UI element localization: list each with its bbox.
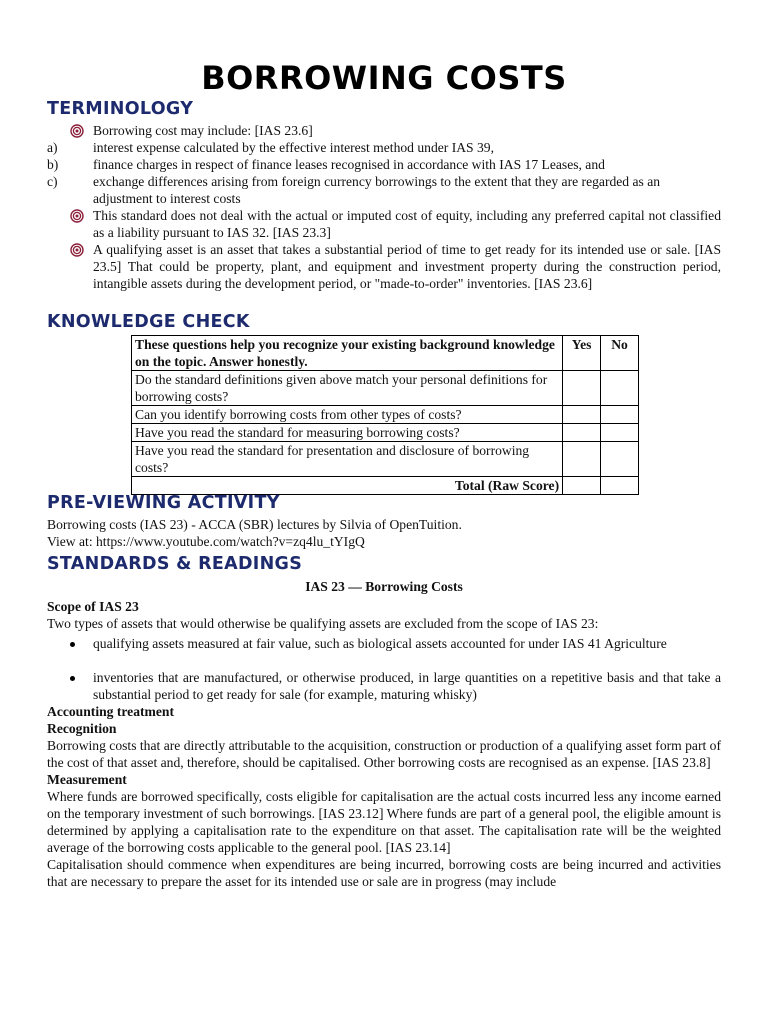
no-cell[interactable] (601, 371, 639, 406)
bullet-icon (70, 676, 75, 681)
terminology-heading: TERMINOLOGY (47, 99, 194, 119)
item-marker: c) (47, 174, 58, 189)
no-cell[interactable] (601, 424, 639, 442)
no-cell[interactable] (601, 442, 639, 477)
standards-section (47, 578, 721, 890)
total-yes-cell[interactable] (563, 477, 601, 495)
item-text: interest expense calculated by the effective interest method under IAS 39, (93, 140, 494, 155)
table-row (132, 371, 639, 406)
terminology-item-b (47, 156, 721, 173)
knowledge-check-table (131, 335, 639, 495)
measurement-text: Where funds are borrowed specifically, costs eligible for capitalisation are the actual costs incurred less any income earned on the temporary investment of such borrowings. [IAS 23.12] Where funds are part of a general pool, the eligible amount is determined by applying a capitalisation rate to the expenditure on that asset. The capitalisation rate will be the weighted average of the borrowing costs applicable to the general pool. [IAS 23.14] (47, 789, 721, 855)
bullet-icon (70, 642, 75, 647)
document-title: BORROWING COSTS (201, 59, 567, 97)
pre-viewing-link[interactable]: View at: https://www.youtube.com/watch?v=zq4lu_tYIgQ (47, 534, 365, 549)
target-bullet-icon (70, 124, 84, 138)
terminology-section (47, 122, 721, 292)
table-row (132, 442, 639, 477)
terminology-point-2-text: This standard does not deal with the actual or imputed cost of equity, including any preferred capital not classified as a liability pursuant to IAS 32. [IAS 23.3] (93, 208, 721, 240)
standards-subtitle: IAS 23 — Borrowing Costs (305, 579, 463, 594)
accounting-treatment-heading: Accounting treatment (47, 704, 174, 719)
table-row (132, 424, 639, 442)
table-header-question: These questions help you recognize your existing background knowledge on the topic. Answer honestly. (132, 336, 563, 371)
yes-cell[interactable] (563, 371, 601, 406)
table-header-no: No (601, 336, 639, 371)
scope-bullet-1-text: qualifying assets measured at fair value, such as biological assets accounted for under IAS 41 Agriculture (93, 636, 667, 651)
yes-cell[interactable] (563, 424, 601, 442)
yes-cell[interactable] (563, 406, 601, 424)
item-marker: b) (47, 157, 59, 172)
item-text: finance charges in respect of finance leases recognised in accordance with IAS 17 Leases, and (93, 157, 605, 172)
question-cell: Have you read the standard for presentation and disclosure of borrowing costs? (132, 442, 563, 477)
pre-viewing-heading: PRE-VIEWING ACTIVITY (47, 493, 280, 513)
item-text: exchange differences arising from foreign currency borrowings to the extent that they are regarded as an adjustment to interest costs (93, 174, 661, 206)
scope-heading: Scope of IAS 23 (47, 599, 139, 614)
question-cell: Can you identify borrowing costs from other types of costs? (132, 406, 563, 424)
item-marker: a) (47, 140, 58, 155)
terminology-point-2 (47, 207, 721, 241)
scope-bullet-2 (47, 669, 721, 703)
scope-bullet-1 (47, 635, 721, 652)
total-label: Total (Raw Score) (132, 477, 563, 495)
terminology-item-a (47, 139, 721, 156)
table-header-yes: Yes (563, 336, 601, 371)
target-bullet-icon (70, 243, 84, 257)
no-cell[interactable] (601, 406, 639, 424)
terminology-item-c (47, 173, 721, 207)
scope-intro: Two types of assets that would otherwise be qualifying assets are excluded from the scope of IAS 23: (47, 616, 599, 631)
standards-heading: STANDARDS & READINGS (47, 554, 303, 574)
capitalisation-text: Capitalisation should commence when expenditures are being incurred, borrowing costs are being incurred and activities that are necessary to prepare the asset for its intended use or sale are in progress (may include (47, 857, 721, 889)
terminology-point-3-text: A qualifying asset is an asset that takes a substantial period of time to get ready for its intended use or sale. [IAS 23.5] That could be property, plant, and equipment and investment property during the construction period, intangible assets during the development period, or "made-to-order" inventories. [IAS 23.6] (93, 242, 721, 291)
question-cell: Do the standard definitions given above match your personal definitions for borrowing costs? (132, 371, 563, 406)
recognition-heading: Recognition (47, 721, 117, 736)
table-header-row (132, 336, 639, 371)
terminology-point-3 (47, 241, 721, 292)
table-row (132, 406, 639, 424)
measurement-heading: Measurement (47, 772, 127, 787)
knowledge-check-heading: KNOWLEDGE CHECK (47, 312, 250, 332)
target-bullet-icon (70, 209, 84, 223)
total-no-cell[interactable] (601, 477, 639, 495)
terminology-point-1 (47, 122, 721, 139)
recognition-text: Borrowing costs that are directly attributable to the acquisition, construction or production of a qualifying asset form part of the cost of that asset and, therefore, should be capitalised. Other borrowing costs are recognised as an expense. [IAS 23.8] (47, 738, 721, 770)
pre-viewing-line-1: Borrowing costs (IAS 23) - ACCA (SBR) lectures by Silvia of OpenTuition. (47, 517, 462, 532)
question-cell: Have you read the standard for measuring borrowing costs? (132, 424, 563, 442)
pre-viewing-section (47, 516, 721, 550)
scope-bullet-2-text: inventories that are manufactured, or otherwise produced, in large quantities on a repetitive basis and that take a substantial period to get ready for sale (for example, maturing whisky) (93, 670, 721, 702)
yes-cell[interactable] (563, 442, 601, 477)
terminology-intro: Borrowing cost may include: [IAS 23.6] (93, 123, 313, 138)
